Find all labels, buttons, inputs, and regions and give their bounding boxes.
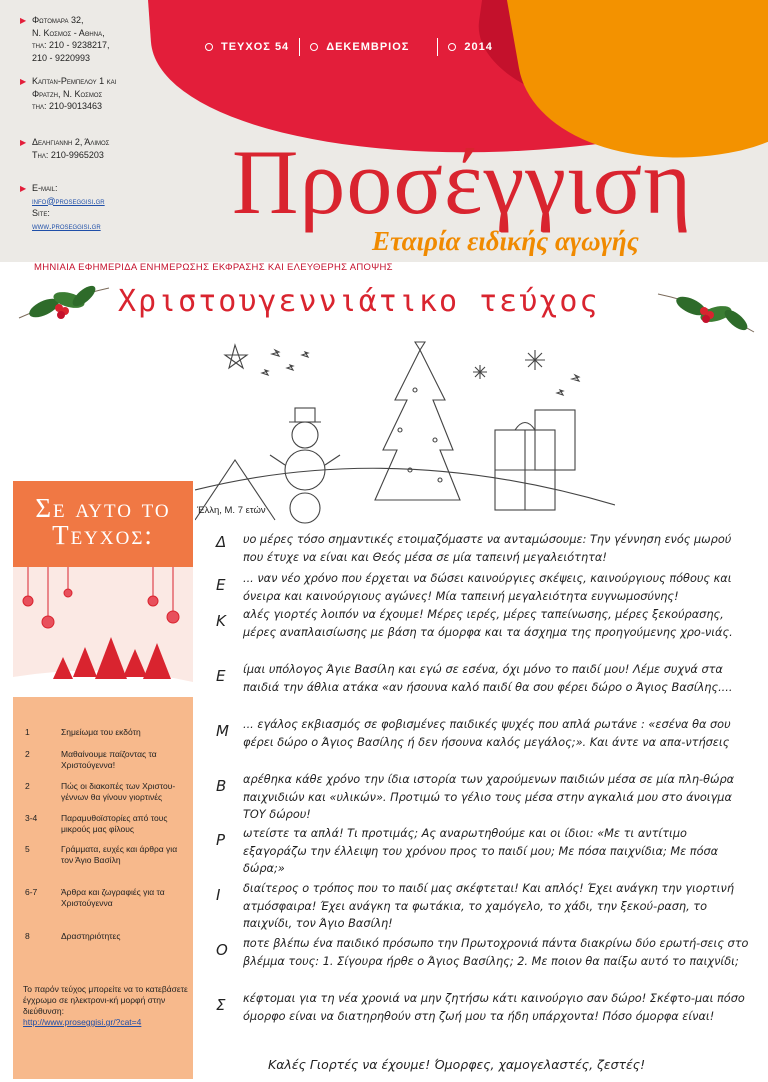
contact-line: Καπταν-Ρεμπελου 1 και <box>32 76 117 86</box>
body-paragraph: ποτε βλέπω ένα παιδικό πρόσωπο την Πρωτοχρονιά πάντα διακρίνω δύο ερωτή-σεις στο βλέμμα τους: 1. Σίγουρα ήρθε ο Άγιος Βασίλης; 2. Με ποιον θα παίξω αυτό το παιχνίδι; <box>243 937 749 968</box>
contact-block-1 <box>20 14 110 64</box>
arrow-bullet-icon: ▶ <box>20 184 27 193</box>
toc-page: 6-7 <box>25 887 38 897</box>
circle-bullet-icon <box>448 43 456 51</box>
toc-text: Γράμματα, ευχές και άρθρα για τον Άγιο Βασίλη <box>61 844 178 865</box>
toc-text: Δραστηριότητες <box>61 931 121 941</box>
drop-letter: Ε <box>216 576 226 594</box>
toc-page: 3-4 <box>25 813 38 823</box>
body-paragraph: ... εγάλος εκβιασμός σε φοβισμένες παιδικές ψυχές που απλά ρωτάνε : «εσένα θα σου φέρει δώρο ο Άγιος Βασίλης ή δεν ήσουνα καλός μεγάλος;». Και άντε να απα-ντήσεις <box>243 718 731 749</box>
arrow-bullet-icon: ▶ <box>20 138 27 147</box>
toc-page: 2 <box>25 749 30 759</box>
drop-letter: Κ <box>216 612 226 630</box>
toc-text: Μαθαίνουμε παίζοντας τα Χριστούγεννα! <box>61 749 157 770</box>
contact-line: τηλ: 210-9013463 <box>32 101 103 111</box>
holly-left-icon <box>14 278 114 334</box>
contact-block-web <box>20 182 105 232</box>
site-label: Site: <box>32 208 50 218</box>
drawing-caption: Έλλη, Μ. 7 ετών <box>197 505 266 516</box>
body-paragraph: υο μέρες τόσο σημαντικές ετοιμαζόμαστε να ανταμώσουμε: Την γέννηση ενός μωρού που έτυχε να είναι και Θεός μέσα σε μία ταπεινή μεγαλειότητα! <box>243 533 732 564</box>
drop-letter: Ε <box>216 667 226 685</box>
download-link[interactable]: http://www.proseggisi.gr/?cat=4 <box>23 1017 142 1027</box>
body-paragraph: ... ναν νέο χρόνο που έρχεται να δώσει καινούργιες σκέψεις, καινούργιους πόθους και όνειρα και καινούργιους αγώνες! Μία ταπεινή μεγαλειότητα ευγνωμοσύνης! <box>243 572 732 603</box>
contact-line: Ν. Κοσμος - Αθηνα, <box>32 27 105 38</box>
toc-text: Άρθρα και ζωγραφιές για τα Χριστούγεννα <box>61 887 165 908</box>
email-link[interactable]: info@proseggisi.gr <box>32 195 105 206</box>
toc-text: Πώς οι διακοπές των Χριστου-γέννων θα γίνουν γιορτινές <box>61 781 176 802</box>
drop-letter: Ι <box>216 886 221 904</box>
issue-month: ΔΕΚΕΜΒΡΙΟΣ <box>326 41 410 53</box>
christmas-ornaments-image <box>13 567 193 697</box>
toc-page: 1 <box>25 727 30 737</box>
drop-letter: Σ <box>216 996 226 1014</box>
child-drawing-image <box>195 320 615 525</box>
sidebar-title-line1: Σε αυτο το <box>35 493 171 523</box>
download-note-text: Το παρόν τεύχος μπορείτε να το κατεβάσετε έγχρωμο σε ηλεκτρονι-κή μορφή στην διεύθυνση: <box>23 984 188 1016</box>
drop-letter: Ρ <box>216 831 226 849</box>
contact-line: Φωτομαρα 32, <box>32 15 84 25</box>
drop-letter: Μ <box>216 722 229 740</box>
contact-block-3 <box>20 136 110 161</box>
toc-page: 8 <box>25 931 30 941</box>
arrow-bullet-icon: ▶ <box>20 16 27 25</box>
toc-text: Παραμυθοϊστορίες από τους μικρούς μας φίλους <box>61 813 168 834</box>
toc-page: 5 <box>25 844 30 854</box>
body-paragraph: ίμαι υπόλογος Άγιε Βασίλη και εγώ σε εσένα, όχι μόνο το παιδί μου! Λέμε συχνά στα παιδιά την άθλια ατάκα «αν ήσουνα καλό παιδί θα σου φέρει δώρο ο Άγιος Βασίλης.... <box>243 663 733 694</box>
holly-right-icon <box>656 284 756 340</box>
contact-line: Δεληγιαννη 2, Άλιμος <box>32 137 110 147</box>
closing-greeting: Καλές Γιορτές να έχουμε! Όμορφες, χαμογελαστές, ζεστές! <box>268 1057 646 1072</box>
masthead-title: Προσέγγιση <box>232 131 693 233</box>
site-link[interactable]: www.proseggisi.gr <box>32 220 101 231</box>
tagline: ΜΗΝΙΑΙΑ ΕΦΗΜΕΡΙΔΑ ΕΝΗΜΕΡΩΣΗΣ ΕΚΦΡΑΣΗΣ ΚΑΙ ΕΛΕΥΘΕΡΗΣ ΑΠΟΨΗΣ <box>34 262 393 273</box>
body-paragraph: διαίτερος ο τρόπος που το παιδί μας σκέφτεται! Και απλός! Έχει ανάγκη την γιορτινή ατμόσφαιρα! Έχει ανάγκη τα φωτάκια, το χαμόγελο, το χάδι, την ξεκού-ραση, το παιχνίδι, τον Άγιο Βασίλη! <box>243 882 734 930</box>
sidebar-title-line2: Τευχος: <box>52 520 154 550</box>
toc-page: 2 <box>25 781 30 791</box>
body-paragraph: ωτείστε τα απλά! Τι προτιμάς; Ας αναρωτηθούμε και οι ίδιοι: «Με τι αντίτιμο εξαγοράζω την έλλειψη του χρόνου προς το παιδί μου; Με πόσα παιχνίδια; Με πόσα δώρα;» <box>243 827 719 875</box>
circle-bullet-icon <box>205 43 213 51</box>
issue-bar <box>205 38 493 56</box>
circle-bullet-icon <box>310 43 318 51</box>
contact-line: Τηλ: 210-9965203 <box>32 149 104 160</box>
drop-letter: Δ <box>216 533 227 551</box>
sidebar-title <box>13 495 193 549</box>
sidebar-contents <box>13 481 193 1079</box>
masthead-subtitle: Εταιρία ειδικής αγωγής <box>372 226 639 256</box>
body-paragraph: κέφτομαι για τη νέα χρονιά να μην ζητήσω κάτι καινούργιο σαν δώρο! Σκέφτο-μαι πόσο όμορφο είναι να διατηρηθούν στη ζωή μου τα ήδη υπάρχοντα! Πόσο όμορφα είναι! <box>243 992 745 1023</box>
contact-line: Φρατζη, Ν. Κοσμος <box>32 88 103 99</box>
drop-letter: Ο <box>216 941 228 959</box>
arrow-bullet-icon: ▶ <box>20 77 27 86</box>
issue-number: ΤΕΥΧΟΣ 54 <box>221 41 290 53</box>
drop-letter: Β <box>216 777 227 795</box>
sidebar-header <box>13 481 193 567</box>
toc-text: Σημείωμα του εκδότη <box>61 727 141 737</box>
contact-block-2 <box>20 75 117 113</box>
contact-line: τηλ: 210 - 9238217, <box>32 40 110 50</box>
contact-line: 210 - 9220993 <box>32 52 91 63</box>
download-note <box>23 984 188 1028</box>
body-paragraph: αλές γιορτές λοιπόν να έχουμε! Μέρες ιερές, μέρες ταπείνωσης, μέρες ξεκούρασης, μέρες αναπλαισίωσης με βάση τα όμορφα και τα άσχημα της προηγούμενης χρο-νιάς. <box>243 608 733 639</box>
email-label: E-mail: <box>32 183 58 193</box>
body-paragraph: αρέθηκα κάθε χρόνο την ίδια ιστορία των χαρούμενων παιδιών μέσα σε μία πλη-θώρα παιχνιδιών και «υλικών». Προτιμώ το γέλιο τους μέσα στην αγκαλιά μου στο άνοιγμα ΤΟΥ δώρου! <box>243 773 735 821</box>
issue-year: 2014 <box>464 41 493 53</box>
christmas-issue-title: Χριστουγεννιάτικο τεύχος <box>118 284 600 319</box>
